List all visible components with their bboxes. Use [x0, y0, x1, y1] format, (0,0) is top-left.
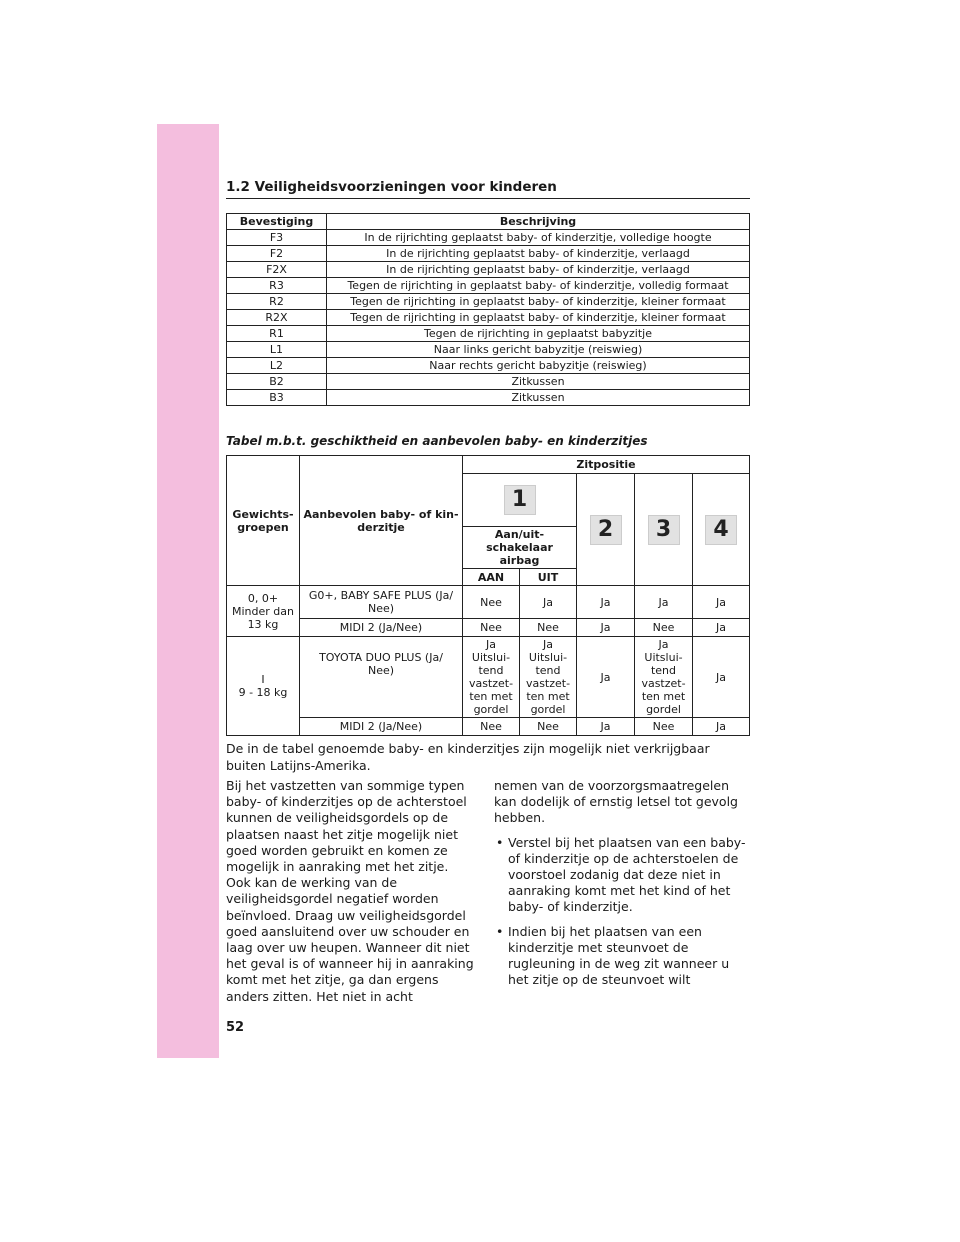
- table-row: [227, 310, 750, 326]
- cell-seat-model: MIDI 2 (Ja/Nee): [300, 619, 463, 637]
- table-row: [227, 326, 750, 342]
- cell-value: Ja Uitslui- tend vastzet- ten met gordel: [463, 637, 520, 718]
- cell-value: Ja: [577, 586, 635, 619]
- seat-1-icon: 1: [504, 485, 536, 515]
- page-number: 52: [226, 1020, 245, 1035]
- table-row: [227, 619, 750, 637]
- cell-seat-model: MIDI 2 (Ja/Nee): [300, 718, 463, 736]
- section-title: 1.2 Veiligheidsvoorzieningen voor kinderen: [226, 179, 750, 199]
- table-row: [227, 637, 750, 718]
- header-bevestiging: Bevestiging: [227, 214, 327, 230]
- cell-value: Ja: [577, 718, 635, 736]
- cell-value: Ja: [520, 586, 577, 619]
- table-caption: Tabel m.b.t. geschiktheid en aanbevolen baby- en kinderzitjes: [226, 434, 648, 448]
- table-row: [227, 358, 750, 374]
- cell-value: Ja Uitslui- tend vastzet- ten met gordel: [520, 637, 577, 718]
- cell-seat-model: TOYOTA DUO PLUS (Ja/ Nee): [300, 637, 463, 718]
- cell-description: Naar rechts gericht babyzitje (reiswieg): [327, 358, 750, 374]
- bullet-list: [494, 835, 750, 989]
- table-row: [227, 718, 750, 736]
- cell-value: Ja: [577, 619, 635, 637]
- cell-description: Tegen de rijrichting in geplaatst baby- of kinderzitje, volledig formaat: [327, 278, 750, 294]
- header-airbag-switch: Aan/uit- schakelaar airbag: [463, 527, 577, 569]
- cell-value: Nee: [463, 619, 520, 637]
- cell-description: In de rijrichting geplaatst baby- of kinderzitje, verlaagd: [327, 246, 750, 262]
- table-row: [227, 230, 750, 246]
- cell-value: Nee: [463, 586, 520, 619]
- right-paragraph: nemen van de voorzorgsmaatregelen kan dodelijk of ernstig letsel tot gevolg hebben.: [494, 778, 738, 826]
- cell-value: Nee: [635, 619, 693, 637]
- table-row: [227, 374, 750, 390]
- cell-code: F2: [227, 246, 327, 262]
- header-airbag-off: UIT: [520, 569, 577, 586]
- cell-description: In de rijrichting geplaatst baby- of kinderzitje, volledige hoogte: [327, 230, 750, 246]
- seat-4-icon: 4: [705, 515, 737, 545]
- cell-value: Ja: [577, 637, 635, 718]
- cell-code: L1: [227, 342, 327, 358]
- cell-description: Tegen de rijrichting in geplaatst babyzitje: [327, 326, 750, 342]
- cell-code: F3: [227, 230, 327, 246]
- cell-description: Naar links gericht babyzitje (reiswieg): [327, 342, 750, 358]
- cell-code: R3: [227, 278, 327, 294]
- cell-value: Ja Uitslui- tend vastzet- ten met gordel: [635, 637, 693, 718]
- cell-code: B3: [227, 390, 327, 406]
- seat-1-cell: [463, 474, 577, 527]
- cell-code: L2: [227, 358, 327, 374]
- header-seat-position: Zitpositie: [463, 456, 750, 474]
- body-text-right: [494, 778, 750, 996]
- cell-code: B2: [227, 374, 327, 390]
- cell-value: Nee: [635, 718, 693, 736]
- cell-code: R2: [227, 294, 327, 310]
- cell-code: R1: [227, 326, 327, 342]
- seat-2-icon: 2: [590, 515, 622, 545]
- cell-code: R2X: [227, 310, 327, 326]
- seat-4-cell: [693, 474, 750, 586]
- side-color-band: [157, 124, 219, 1058]
- seat-3-icon: 3: [648, 515, 680, 545]
- table-row: [227, 390, 750, 406]
- table-row: [227, 294, 750, 310]
- list-item: • Indien bij het plaatsen van een kinderzitje met steunvoet de rugleuning in de weg zit wanneer u het zitje op de steunvoet wilt: [494, 924, 750, 989]
- header-recommended-seat: Aanbevolen baby- of kin- derzitje: [300, 456, 463, 586]
- suitability-table: [226, 455, 750, 736]
- weight-group-0: 0, 0+ Minder dan 13 kg: [227, 586, 300, 637]
- cell-description: Zitkussen: [327, 390, 750, 406]
- list-item: • Verstel bij het plaatsen van een baby- of kinderzitje op de achterstoelen de voorstoel zodanig dat deze niet in aanraking komt met het kind of het baby- of kinderzitje.: [494, 835, 750, 916]
- table-row: [227, 262, 750, 278]
- table-row: [227, 342, 750, 358]
- seat-2-cell: [577, 474, 635, 586]
- seat-3-cell: [635, 474, 693, 586]
- body-text-left: Bij het vastzetten van sommige typen baby- of kinderzitjes op de achterstoel kunnen de veiligheidsgordels op de plaatsen naast het zitje mogelijk niet goed worden gebruikt en komen ze mogelijk in aanraking met het zitje. Ook kan de werking van de veiligheidsgordel negatief worden beïnvloed. Draag uw veiligheidsgordel goed aansluitend over uw schouder en laag over uw heupen. Wanneer dit niet het geval is of wanneer hij in aanraking komt met het zitje, ga dan ergens anders zitten. Het niet in acht: [226, 778, 474, 1004]
- cell-value: Ja: [693, 619, 750, 637]
- cell-value: Ja: [635, 586, 693, 619]
- availability-note: De in de tabel genoemde baby- en kinderzitjes zijn mogelijk niet verkrijgbaar buiten Latijns-Amerika.: [226, 741, 710, 773]
- header-airbag-on: AAN: [463, 569, 520, 586]
- cell-seat-model: G0+, BABY SAFE PLUS (Ja/ Nee): [300, 586, 463, 619]
- table-header-row: [227, 214, 750, 230]
- cell-description: Zitkussen: [327, 374, 750, 390]
- cell-description: Tegen de rijrichting in geplaatst baby- of kinderzitje, kleiner formaat: [327, 294, 750, 310]
- cell-value: Nee: [520, 619, 577, 637]
- cell-value: Nee: [463, 718, 520, 736]
- cell-description: Tegen de rijrichting in geplaatst baby- of kinderzitje, kleiner formaat: [327, 310, 750, 326]
- table-row: [227, 586, 750, 619]
- cell-description: In de rijrichting geplaatst baby- of kinderzitje, verlaagd: [327, 262, 750, 278]
- table-row: [227, 246, 750, 262]
- cell-value: Ja: [693, 586, 750, 619]
- cell-code: F2X: [227, 262, 327, 278]
- cell-value: Nee: [520, 718, 577, 736]
- header-beschrijving: Beschrijving: [327, 214, 750, 230]
- weight-group-1: I 9 - 18 kg: [227, 637, 300, 736]
- table-header-row: [227, 456, 750, 474]
- header-weight-groups: Gewichts- groepen: [227, 456, 300, 586]
- cell-value: Ja: [693, 718, 750, 736]
- cell-value: Ja: [693, 637, 750, 718]
- fixation-table: [226, 213, 750, 406]
- table-row: [227, 278, 750, 294]
